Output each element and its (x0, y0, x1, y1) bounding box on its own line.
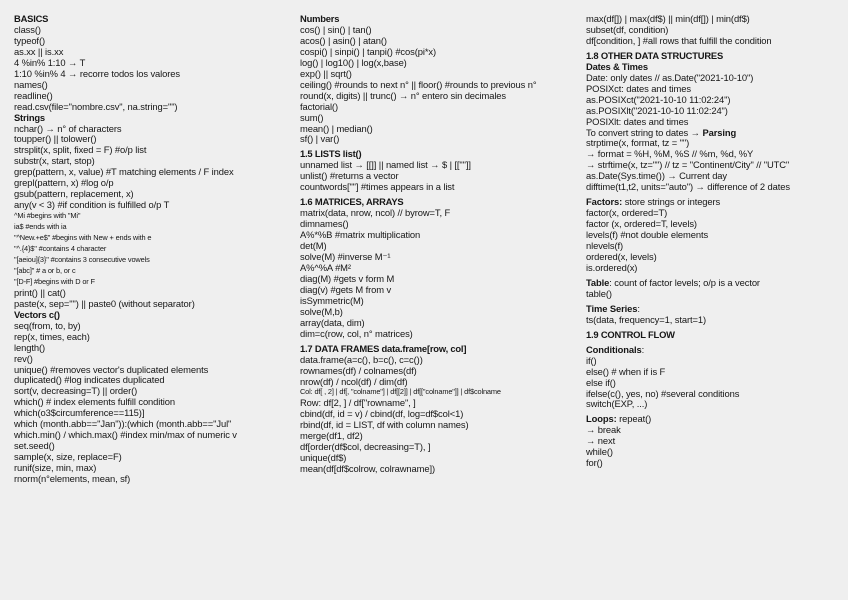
text-line: sum() (300, 111, 324, 123)
text-line: if() (586, 354, 597, 366)
text-line: set.seed() (14, 440, 55, 452)
text-line: difftime(t1,t2, units="auto") → difference of 2 dates (586, 181, 790, 193)
text-line: unique(df$) (300, 452, 347, 464)
text-line: → strftime(x, tz="") // tz = "Continent/City" // "UTC" (586, 159, 790, 171)
text-line: readline() (14, 89, 53, 101)
bold-label: Table (586, 276, 610, 288)
section-heading: Strings (14, 111, 45, 123)
text-line: any(v < 3) #if condition is fulfilled o/p T (14, 199, 170, 211)
text-line: log() | log10() | log(x,base) (300, 56, 407, 68)
text-line: sample(x, size, replace=F) (14, 451, 122, 463)
text-line: subset(df, condition) (586, 23, 669, 35)
text-line: cos() | sin() | tan() (300, 23, 372, 35)
text-line: countwords[""] #times appears in a list (300, 181, 455, 193)
section-heading: 1.9 CONTROL FLOW (586, 328, 675, 340)
text-line: factorial() (300, 100, 338, 112)
text-line: factor(x, ordered=T) (586, 207, 668, 219)
text-line: "^New.+e$" #begins with New + ends with e (14, 233, 152, 243)
text-line: grep(pattern, x, value) #T matching elements / F index (14, 166, 234, 178)
text-line: toupper() || tolower() (14, 133, 97, 145)
text-line: switch(EXP, ...) (586, 398, 648, 410)
text-line: is.ordered(x) (586, 261, 638, 273)
line-text: : count of factor levels; o/p is a vector (609, 276, 760, 288)
text-line: max(df[]) | max(df$) || min(df[]) | min(df$) (586, 13, 750, 24)
section-heading: 1.8 OTHER DATA STRUCTURES (586, 49, 724, 61)
text-line: while() (586, 446, 613, 458)
text-line: ifelse(c(), yes, no) #several conditions (586, 387, 740, 399)
section-heading: Vectors c() (14, 308, 60, 320)
column-2 (300, 14, 580, 475)
text-line: acos() | asin() | atan() (300, 34, 387, 46)
text-line: POSIXlt: dates and times (586, 115, 689, 127)
text-line: sf() | var() (300, 133, 340, 145)
section-heading: 1.5 LISTS list() (300, 148, 362, 160)
text-line: cbind(df, id = v) / cbind(df, log=df$col<1) (300, 408, 464, 420)
text-line: → break (586, 424, 621, 436)
text-line: Col: df[ , 2] | df[, "colname"] | df[[2]] | df[["colname"]] | df$colname (300, 387, 501, 397)
text-line: A%*%B #matrix multiplication (300, 229, 421, 241)
text-line: exp() || sqrt() (300, 67, 352, 79)
text-line: dimnames() (300, 218, 349, 230)
text-line: ia$ #ends with ia (14, 222, 67, 232)
text-line: which() # index elements fulfill condition (14, 396, 175, 408)
text-line (586, 278, 844, 289)
text-line: solve(M) #inverse M⁻¹ (300, 251, 391, 263)
text-line (586, 414, 844, 425)
section-heading: Dates & Times (586, 60, 648, 72)
text-line: rep(x, times, each) (14, 330, 90, 342)
text-line: unlist() #returns a vector (300, 170, 399, 182)
text-line: names() (14, 78, 48, 90)
text-line: rownames(df) / colnames(df) (300, 364, 417, 376)
column-3 (586, 14, 844, 469)
text-line: merge(df1, df2) (300, 430, 363, 442)
text-line: as.POSIXlt("2021-10-10 11:02:24") (586, 104, 728, 116)
line-text: store strings or integers (622, 196, 721, 208)
text-line: solve(M,b) (300, 305, 343, 317)
text-line: → next (586, 435, 616, 447)
text-line: sort(v, decreasing=T) || order() (14, 385, 138, 397)
text-line: mean() | median() (300, 122, 373, 134)
text-line: round(x, digits) || trunc() → n° entero sin decimales (300, 89, 507, 101)
text-line: diag(M) #gets v form M (300, 272, 395, 284)
text-line: "[abc]" # a or b, or c (14, 265, 76, 275)
bold-label: Time Series (586, 302, 638, 314)
text-line: ordered(x, levels) (586, 251, 657, 263)
text-line: strsplit(x, split, fixed = F) #o/p list (14, 144, 147, 156)
text-line: → format = %H, %M, %S // %m, %d, %Y (586, 148, 754, 160)
text-line: rnorm(n°elements, mean, sf) (14, 473, 131, 485)
text-line: "[D-F] #begins with D or F (14, 276, 95, 286)
text-line: for() (586, 457, 603, 469)
section-heading: 1.7 DATA FRAMES data.frame[row, col] (300, 342, 467, 354)
text-line: seq(from, to, by) (14, 319, 81, 331)
text-line: 1:10 %in% 4 → recorre todos los valores (14, 67, 180, 79)
text-line: paste(x, sep="") || paste0 (without separator) (14, 297, 195, 309)
text-line: strptime(x, format, tz = "") (586, 137, 690, 149)
section-heading: Numbers (300, 13, 340, 24)
text-line: unique() #removes vector's duplicated elements (14, 363, 209, 375)
text-line: else if() (586, 376, 616, 388)
text-line: which (month.abb=="Jan")):(which (month.abb=="Jul" (14, 418, 232, 430)
text-line: print() || cat() (14, 286, 66, 298)
text-line: ceiling() #rounds to next n° || floor() #rounds to previous n° (300, 78, 537, 90)
text-line: table() (586, 287, 612, 299)
text-line: 4 %in% 1:10 → T (14, 56, 86, 68)
text-line: Date: only dates // as.Date("2021-10-10") (586, 71, 754, 83)
line-text: repeat() (616, 413, 652, 425)
text-line: else() # when if is F (586, 365, 666, 377)
text-line: typeof() (14, 34, 45, 46)
text-line: which(o3$circumference==115)] (14, 407, 145, 419)
text-line: Row: df[2, ] / df["rowname", ] (300, 397, 416, 409)
text-line: df[order(df$col, decreasing=T), ] (300, 441, 431, 453)
text-line: "[aeiou]{3}" #contains 3 consecutive vowels (14, 254, 150, 264)
bold-label: Loops: (586, 413, 617, 425)
text-line: factor (x, ordered=T, levels) (586, 218, 697, 230)
text-line: mean(df[df$colrow, colrawname]) (300, 463, 435, 475)
text-line: "^.{4}$" #contains 4 character (14, 244, 107, 254)
bold-label: Factors: (586, 196, 623, 208)
text-line: ts(data, frequency=1, start=1) (586, 313, 706, 325)
text-line: levels(f) #not double elements (586, 229, 709, 241)
text-line: nlevels(f) (586, 240, 624, 252)
text-line: det(M) (300, 240, 327, 252)
text-line: data.frame(a=c(), b=c(), c=c()) (300, 353, 423, 365)
text-line: dim=c(row, col, n° matrices) (300, 327, 413, 339)
text-line: ^Mi #begins with "Mi" (14, 211, 81, 221)
text-line: duplicated() #log indicates duplicated (14, 374, 165, 386)
text-line: rev() (14, 352, 33, 364)
text-line: substr(x, start, stop) (14, 155, 95, 167)
text-line: which.min() / which.max() #index min/max of numeric v (14, 429, 237, 441)
line-text: : (641, 343, 645, 355)
line-text: To convert string to dates → (586, 126, 703, 138)
text-line: df[condition, ] #all rows that fulfill the condition (586, 34, 772, 46)
section-heading: 1.6 MATRICES, ARRAYS (300, 196, 404, 208)
text-line: class() (14, 23, 41, 35)
text-line: POSIXct: dates and times (586, 82, 691, 94)
text-line: nchar() → n° of characters (14, 122, 122, 134)
text-line: matrix(data, nrow, ncol) // byrow=T, F (300, 207, 451, 219)
text-line: runif(size, min, max) (14, 462, 97, 474)
bold-label: Conditionals (586, 343, 642, 355)
text-line: unnamed list → [[]] || named list → $ | [[""]] (300, 159, 471, 171)
text-line: as.POSIXct("2021-10-10 11:02:24") (586, 93, 731, 105)
text-line: gsub(pattern, replacement, x) (14, 188, 134, 200)
text-line: as.xx || is.xx (14, 45, 64, 57)
line-text: : (637, 302, 640, 314)
text-line: diag(v) #gets M from v (300, 283, 392, 295)
text-line: nrow(df) / ncol(df) / dim(df) (300, 375, 408, 387)
section-heading: BASICS (14, 13, 49, 24)
text-line: array(data, dim) (300, 316, 365, 328)
text-line: cospi() | sinpi() | tanpi() #cos(pi*x) (300, 45, 437, 57)
text-line: rbind(df, id = LIST, df with column names) (300, 419, 469, 431)
text-line: grepl(pattern, x) #log o/p (14, 177, 114, 189)
bold-label: Parsing (702, 126, 737, 138)
text-line: isSymmetric(M) (300, 294, 364, 306)
text-line: length() (14, 341, 45, 353)
text-line (586, 345, 844, 356)
text-line: A%^%A #M² (300, 261, 351, 273)
column-1 (14, 14, 294, 485)
text-line: read.csv(file="nombre.csv", na.string="") (14, 100, 178, 112)
text-line: as.Date(Sys.time()) → Current day (586, 170, 728, 182)
